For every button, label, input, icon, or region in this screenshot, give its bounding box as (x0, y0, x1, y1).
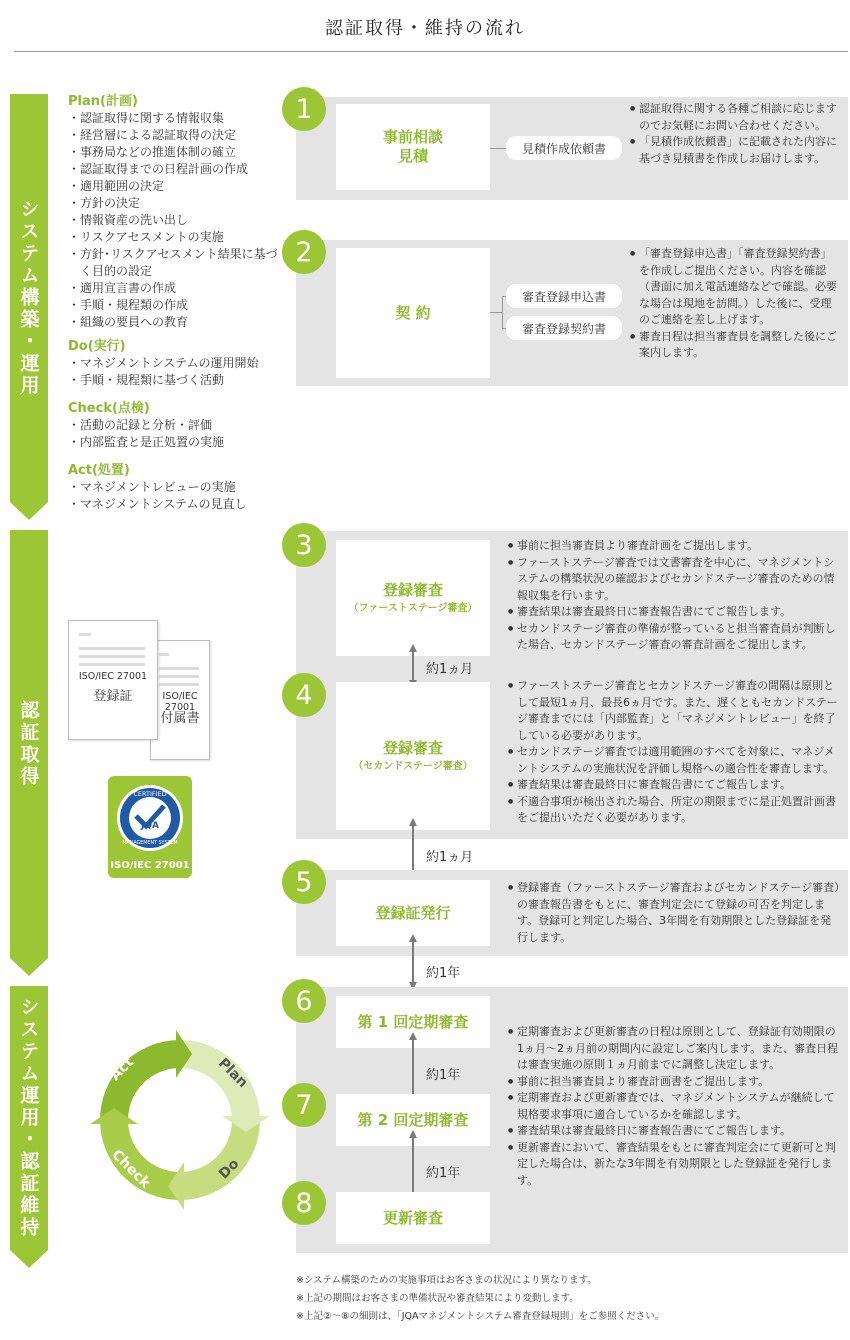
list-item: ・ マネジメントシステムの見直し (68, 496, 288, 513)
step-title: 第 1 回定期審査 (357, 1012, 469, 1031)
footnote: ※上記の期間はお客さまの準備状況や審査結果により変動します。 (296, 1293, 579, 1304)
step-title: 登録証発行 (375, 903, 451, 922)
interval-label: 約1年 (426, 966, 461, 981)
pdca-list (68, 417, 288, 451)
pdca-heading: Check(点検) (68, 401, 150, 416)
list-item: ● 更新審査において、審査結果をもとに審査判定会にて更新可と判定した場合は、新たな3年間を有効期限とした登録証を発行します。 (508, 1140, 840, 1190)
step-4-box (336, 682, 490, 830)
certificate-standard: ISO/IEC 27001 (162, 691, 198, 713)
step-title: 登録審査 (382, 580, 443, 599)
list-item: ・ 内部監査と是正処置の実施 (68, 434, 288, 451)
step-title: 登録審査 (382, 738, 443, 757)
svg-text:ISO/IEC 27001: ISO/IEC 27001 (110, 860, 190, 871)
list-item: ● ファーストステージ審査では文書審査を中心に、マネジメントシステムの構築状況の確認およびセカンドステージ審査のための情報収集を行います。 (508, 555, 840, 605)
phase-build-operate (12, 94, 46, 502)
step-number: 1 (282, 87, 326, 131)
step-title: 契 約 (395, 303, 431, 322)
list-item: ・ 事務局などの推進体制の確立 (68, 144, 288, 161)
step-number: 7 (282, 1083, 326, 1127)
step-number: 8 (282, 1181, 326, 1225)
list-item: ● セカンドステージ審査の準備が整っていると担当審査員が判断した場合、セカンドステージ審査の審査計画をご提出します。 (508, 621, 840, 654)
list-item: ・ 手順・規程類の作成 (68, 297, 288, 314)
phase-label: 認証取得 (17, 700, 40, 788)
phase-certification (12, 530, 46, 958)
pdca-plan (68, 93, 288, 331)
list-item: ・ リスクアセスメントの実施 (68, 229, 288, 246)
certificate-name: 付属書 (160, 711, 200, 726)
pdca-do (68, 338, 288, 389)
doc-tag: 審査登録契約書 (506, 316, 622, 340)
pdca-cycle-diagram (80, 1020, 280, 1220)
list-item: ・ 認証取得に関する情報収集 (68, 110, 288, 127)
list-item: ● 審査日程は担当審査員を調整した後にご案内します。 (630, 329, 842, 362)
step-number: 2 (282, 230, 326, 274)
footnotes (296, 1272, 664, 1326)
doc-tag: 見積作成依頼書 (506, 136, 622, 160)
list-item: ・ 情報資産の洗い出し (68, 212, 288, 229)
svg-text:JQA: JQA (141, 821, 159, 831)
list-item: ・ 活動の記録と分析・評価 (68, 417, 288, 434)
list-item: ● 認証取得に関する各種ご相談に応じますのでお気軽にお問い合わせください。 (630, 101, 842, 134)
step-number: 4 (282, 673, 326, 717)
phase-maintenance (12, 986, 46, 1250)
list-item: ・ 方針･リスクアセスメント結果に基づく目的の設定 (68, 246, 288, 280)
pdca-list (68, 355, 288, 389)
list-item: ● 審査結果は審査最終日に審査報告書にてご報告します。 (508, 604, 840, 621)
list-item: ・ 経営層による認証取得の決定 (68, 127, 288, 144)
svg-text:CERTIFIED: CERTIFIED (133, 790, 167, 798)
list-item: ● 登録審査（ファーストステージ審査およびセカンドステージ審査）の審査報告書をもとに、審査判定会にて登録の可否を判定します。登録可と判定した場合、3年間を有効期限とした登録証を発行します。 (508, 880, 840, 946)
pdca-list (68, 110, 288, 331)
step-2-notes (630, 246, 842, 362)
pdca-heading: Plan(計画) (68, 94, 138, 109)
interval-label: 約1年 (426, 1068, 461, 1083)
jqa-certified-logo (108, 776, 192, 878)
svg-text:Plan: Plan (214, 1055, 251, 1092)
footnote: ※上記②～⑧の細則は、「JQAマネジメントシステム審査登録規則」をご参照ください。 (296, 1311, 665, 1322)
interval-label: 約1ヵ月 (426, 662, 474, 677)
step-3-notes (508, 538, 840, 654)
step-title: 更新審査 (382, 1208, 443, 1227)
step-8-box (336, 1192, 490, 1244)
list-item: ● 不適合事項が検出された場合、所定の期限までに是正処置計画書をご提出いただく必要があります。 (508, 794, 840, 827)
list-item: ・ 適用宣言書の作成 (68, 280, 288, 297)
step-3-box (336, 540, 490, 656)
footnote: ※システム構築のための実施事項はお客さまの状況により異なります。 (296, 1275, 597, 1286)
certificate-name: 登録証 (93, 689, 133, 704)
svg-text:Act: Act (107, 1054, 137, 1084)
svg-text:MANAGEMENT SYSTEM: MANAGEMENT SYSTEM (122, 841, 178, 846)
pdca-check (68, 400, 288, 451)
list-item: ● 審査結果は審査最終日に審査報告書にてご報告します。 (508, 1123, 840, 1140)
list-item: ● 「審査登録申込書」「審査登録契約書」を作成しご提出ください。内容を確認（書面に加え電話連絡などで確認。必要な場合は現地を訪問。）した後に、受理のご連絡を差し上げます。 (630, 246, 842, 329)
step-number: 3 (282, 523, 326, 567)
svg-text:Do: Do (216, 1156, 243, 1183)
step-subtitle: （セカンドステージ審査） (353, 760, 473, 772)
list-item: ・ マネジメントレビューの実施 (68, 479, 288, 496)
maintenance-notes (508, 1024, 840, 1189)
phase-label: システム構築・運用 (17, 199, 40, 397)
list-item: ・ マネジメントシステムの運用開始 (68, 355, 288, 372)
step-title: 第 2 回定期審査 (357, 1110, 469, 1129)
list-item: ● 定期審査および更新審査の日程は原則として、登録証有効期限の1ヵ月～2ヵ月前の期間内に設定しご案内します。また、審査日程は審査実施の原則１ヵ月前までに調整し決定します。 (508, 1024, 840, 1074)
step-4-notes (508, 678, 840, 827)
interval-arrow (409, 934, 417, 990)
list-item: ● セカンドステージ審査では適用範囲のすべてを対象に、マネジメントシステムの実施状況を評価し規格への適合性を審査します。 (508, 744, 840, 777)
page-title: 認証取得・維持の流れ (325, 18, 525, 39)
list-item: ・ 組織の要員への教育 (68, 314, 288, 331)
list-item: ● 定期審査および更新審査では、マネジメントシステムが継続して規格要求事項に適合しているかを確認します。 (508, 1090, 840, 1123)
list-item: ● 「見積作成依頼書」に記載された内容に基づき見積書を作成しお届けします。 (630, 134, 842, 167)
pdca-act (68, 462, 288, 513)
step-number: 5 (282, 860, 326, 904)
list-item: ● 事前に担当審査員より審査計画をご提出します。 (508, 538, 840, 555)
list-item: ・ 方針の決定 (68, 195, 288, 212)
list-item: ・ 認証取得までの日程計画の作成 (68, 161, 288, 178)
certificate-standard: ISO/IEC 27001 (78, 671, 148, 682)
title-divider (14, 51, 848, 52)
interval-label: 約1ヵ月 (426, 850, 474, 865)
certificate-annex-doc (150, 640, 210, 760)
step-1-box (336, 104, 490, 190)
certificate-registration-doc (68, 620, 158, 740)
pdca-heading: Do(実行) (68, 339, 126, 354)
list-item: ・ 適用範囲の決定 (68, 178, 288, 195)
list-item: ● ファーストステージ審査とセカンドステージ審査の間隔は原則として最短1ヵ月、最長6ヵ月です。また、遅くともセカンドステージ審査までには「内部監査」と「マネジメントレビュー」を終了している必要があります。 (508, 678, 840, 744)
step-subtitle: （ファーストステージ審査） (348, 602, 478, 614)
connector-line (502, 296, 503, 328)
interval-label: 約1年 (426, 1166, 461, 1181)
step-1-notes (630, 101, 842, 167)
step-number: 6 (282, 979, 326, 1023)
step-title: 事前相談 見積 (382, 128, 443, 165)
pdca-heading: Act(処置) (68, 463, 130, 478)
phase-label: システム運用・認証維持 (17, 997, 40, 1239)
pdca-list (68, 479, 288, 513)
doc-tag: 審査登録申込書 (506, 284, 622, 308)
connector-line (490, 312, 502, 313)
list-item: ・ 手順・規程類に基づく活動 (68, 372, 288, 389)
step-5-notes (508, 880, 840, 946)
list-item: ● 審査結果は審査最終日に審査報告書にてご報告します。 (508, 777, 840, 794)
svg-text:Check: Check (108, 1146, 154, 1192)
list-item: ● 事前に担当審査員より審査計画書をご提出します。 (508, 1074, 840, 1091)
step-2-box (336, 248, 490, 378)
